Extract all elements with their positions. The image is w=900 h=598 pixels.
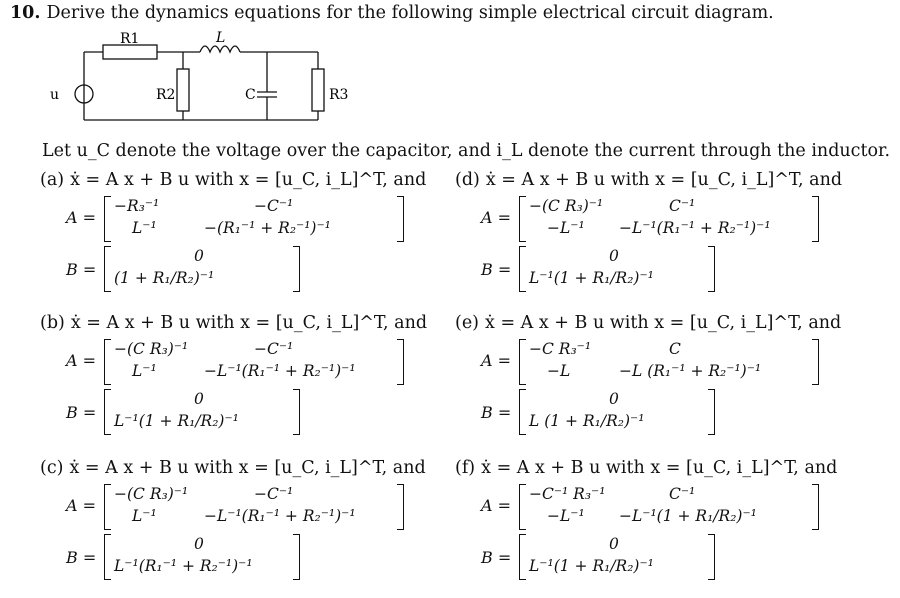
bracket-left bbox=[104, 484, 111, 530]
bracket-right bbox=[293, 534, 300, 580]
option-label: (b) bbox=[40, 313, 65, 333]
intro-text: Let u_C denote the voltage over the capacitor, and i_L denote the current through the inductor. bbox=[42, 141, 891, 161]
bracket-right bbox=[708, 389, 715, 435]
matrix-a-r1c2: −C⁻¹ bbox=[254, 340, 294, 358]
option-label: (f) bbox=[455, 458, 476, 478]
matrix-b-r2: L⁻¹(1 + R₁/R₂)⁻¹ bbox=[529, 557, 654, 575]
label-r1: R1 bbox=[120, 31, 140, 47]
a-equals: A = bbox=[66, 496, 97, 515]
matrix-a bbox=[519, 484, 819, 530]
option-d bbox=[455, 170, 865, 310]
matrix-a bbox=[519, 339, 819, 385]
matrix-a-r1c1: −C R₃⁻¹ bbox=[529, 340, 592, 358]
label-r3: R3 bbox=[329, 87, 349, 103]
option-equation: ẋ = A x + B u with x = [u_C, i_L]^T, and bbox=[485, 313, 842, 333]
matrix-b bbox=[519, 389, 715, 435]
bracket-left bbox=[519, 484, 526, 530]
matrix-a-r2c1: L⁻¹ bbox=[132, 362, 157, 380]
option-header bbox=[455, 170, 842, 190]
resistor-r1 bbox=[103, 45, 157, 59]
option-c bbox=[40, 458, 450, 598]
b-equals: B = bbox=[481, 548, 512, 567]
circuit-diagram bbox=[40, 30, 370, 130]
matrix-a-r2c1: L⁻¹ bbox=[132, 219, 157, 237]
bracket-left bbox=[519, 534, 526, 580]
label-c: C bbox=[245, 87, 256, 103]
matrix-b-r1: 0 bbox=[609, 535, 619, 553]
matrix-b-r2: L⁻¹(R₁⁻¹ + R₂⁻¹)⁻¹ bbox=[114, 557, 253, 575]
option-equation: ẋ = A x + B u with x = [u_C, i_L]^T, and bbox=[69, 458, 426, 478]
question-title bbox=[10, 3, 774, 23]
inductor-l bbox=[200, 46, 240, 52]
bracket-left bbox=[104, 339, 111, 385]
a-equals: A = bbox=[66, 208, 97, 227]
matrix-a-r1c2: C⁻¹ bbox=[669, 197, 696, 215]
matrix-a bbox=[104, 196, 404, 242]
matrix-b-r2: (1 + R₁/R₂)⁻¹ bbox=[114, 269, 215, 287]
b-equals: B = bbox=[66, 548, 97, 567]
matrix-a-r2c1: −L⁻¹ bbox=[547, 219, 585, 237]
matrix-b-r1: 0 bbox=[194, 247, 204, 265]
bracket-left bbox=[104, 389, 111, 435]
b-equals: B = bbox=[66, 260, 97, 279]
matrix-a-r1c2: C⁻¹ bbox=[669, 485, 696, 503]
matrix-b bbox=[519, 534, 715, 580]
option-e bbox=[455, 313, 865, 453]
matrix-a-r1c1: −R₃⁻¹ bbox=[114, 197, 160, 215]
option-label: (d) bbox=[455, 170, 480, 190]
matrix-b-r2: L⁻¹(1 + R₁/R₂)⁻¹ bbox=[529, 269, 654, 287]
bracket-left bbox=[104, 246, 111, 292]
bracket-right bbox=[812, 339, 819, 385]
option-header bbox=[40, 313, 427, 333]
option-f bbox=[455, 458, 865, 598]
bracket-left bbox=[519, 339, 526, 385]
a-equals: A = bbox=[481, 351, 512, 370]
bracket-right bbox=[708, 246, 715, 292]
bracket-right bbox=[397, 339, 404, 385]
matrix-a-r1c1: −(C R₃)⁻¹ bbox=[114, 485, 189, 503]
matrix-a-r1c1: −(C R₃)⁻¹ bbox=[114, 340, 189, 358]
matrix-b-r1: 0 bbox=[609, 247, 619, 265]
option-header bbox=[455, 458, 837, 478]
bracket-left bbox=[519, 196, 526, 242]
label-r2: R2 bbox=[156, 87, 176, 103]
option-label: (a) bbox=[40, 170, 65, 190]
matrix-a-r2c2: −(R₁⁻¹ + R₂⁻¹)⁻¹ bbox=[204, 219, 331, 237]
question-text: Derive the dynamics equations for the following simple electrical circuit diagram. bbox=[46, 3, 774, 23]
bracket-left bbox=[519, 246, 526, 292]
matrix-b-r1: 0 bbox=[609, 390, 619, 408]
bracket-right bbox=[397, 196, 404, 242]
matrix-a-r2c1: −L bbox=[547, 362, 571, 380]
matrix-b-r2: L (1 + R₁/R₂)⁻¹ bbox=[529, 412, 645, 430]
bracket-right bbox=[708, 534, 715, 580]
bracket-left bbox=[104, 534, 111, 580]
bracket-left bbox=[519, 389, 526, 435]
b-equals: B = bbox=[481, 260, 512, 279]
option-label: (c) bbox=[40, 458, 64, 478]
matrix-b-r2: L⁻¹(1 + R₁/R₂)⁻¹ bbox=[114, 412, 239, 430]
matrix-a bbox=[519, 196, 819, 242]
option-header bbox=[40, 170, 426, 190]
matrix-a-r2c2: −L⁻¹(R₁⁻¹ + R₂⁻¹)⁻¹ bbox=[204, 362, 356, 380]
option-equation: ẋ = A x + B u with x = [u_C, i_L]^T, and bbox=[481, 458, 838, 478]
option-a bbox=[40, 170, 450, 310]
matrix-a-r2c2: −L⁻¹(R₁⁻¹ + R₂⁻¹)⁻¹ bbox=[619, 219, 771, 237]
matrix-b bbox=[104, 534, 300, 580]
matrix-a-r1c2: −C⁻¹ bbox=[254, 197, 294, 215]
matrix-b bbox=[104, 246, 300, 292]
matrix-a bbox=[104, 339, 404, 385]
matrix-a-r2c1: −L⁻¹ bbox=[547, 507, 585, 525]
matrix-a-r1c2: −C⁻¹ bbox=[254, 485, 294, 503]
label-u: u bbox=[50, 87, 60, 103]
option-label: (e) bbox=[455, 313, 480, 333]
matrix-b-r1: 0 bbox=[194, 390, 204, 408]
bracket-right bbox=[293, 246, 300, 292]
option-header bbox=[455, 313, 841, 333]
b-equals: B = bbox=[66, 403, 97, 422]
bracket-right bbox=[397, 484, 404, 530]
matrix-a-r2c1: L⁻¹ bbox=[132, 507, 157, 525]
matrix-a-r2c2: −L (R₁⁻¹ + R₂⁻¹)⁻¹ bbox=[619, 362, 762, 380]
matrix-a-r1c1: −(C R₃)⁻¹ bbox=[529, 197, 604, 215]
option-b bbox=[40, 313, 450, 453]
matrix-b bbox=[519, 246, 715, 292]
resistor-r3 bbox=[312, 69, 324, 111]
resistor-r2 bbox=[177, 69, 189, 111]
matrix-b-r1: 0 bbox=[194, 535, 204, 553]
a-equals: A = bbox=[481, 496, 512, 515]
matrix-b bbox=[104, 389, 300, 435]
option-equation: ẋ = A x + B u with x = [u_C, i_L]^T, and bbox=[70, 170, 427, 190]
a-equals: A = bbox=[66, 351, 97, 370]
matrix-a bbox=[104, 484, 404, 530]
matrix-a-r1c1: −C⁻¹ R₃⁻¹ bbox=[529, 485, 606, 503]
bracket-right bbox=[812, 484, 819, 530]
option-header bbox=[40, 458, 426, 478]
option-equation: ẋ = A x + B u with x = [u_C, i_L]^T, and bbox=[70, 313, 428, 333]
option-equation: ẋ = A x + B u with x = [u_C, i_L]^T, and bbox=[485, 170, 843, 190]
b-equals: B = bbox=[481, 403, 512, 422]
matrix-a-r2c2: −L⁻¹(1 + R₁/R₂)⁻¹ bbox=[619, 507, 757, 525]
matrix-a-r1c2: C bbox=[669, 340, 681, 358]
bracket-left bbox=[104, 196, 111, 242]
bracket-right bbox=[293, 389, 300, 435]
bracket-right bbox=[812, 196, 819, 242]
matrix-a-r2c2: −L⁻¹(R₁⁻¹ + R₂⁻¹)⁻¹ bbox=[204, 507, 356, 525]
a-equals: A = bbox=[481, 208, 512, 227]
label-l: L bbox=[216, 30, 226, 46]
question-number: 10. bbox=[10, 3, 41, 23]
